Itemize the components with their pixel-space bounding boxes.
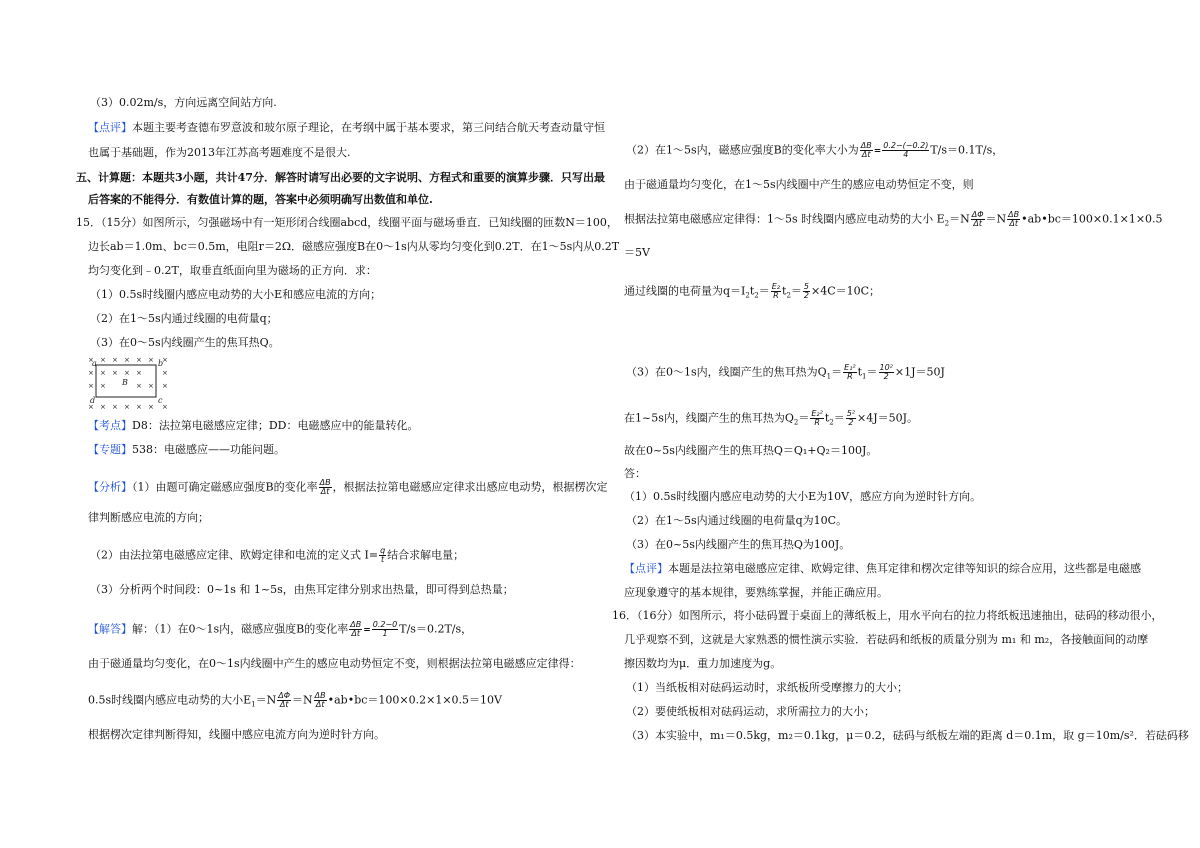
formula-e1sq-r: $\frac{\text{E₁²}}{R}$ xyxy=(844,363,856,381)
field-label-b: B xyxy=(122,378,128,387)
svg-text:×: × xyxy=(88,369,94,377)
svg-text:×: × xyxy=(148,356,154,364)
topic-tag: 【考点】 xyxy=(88,419,132,432)
text-line: （2）在1～5s内通过线圈的电荷量q为10C。 xyxy=(626,514,848,527)
svg-text:×: × xyxy=(162,382,168,390)
topic-line: 【考点】D8：法拉第电磁感应定律；DD：电磁感应中的能量转化。 xyxy=(88,419,419,432)
solution-line: 【解答】解：（1）在0～1s内，磁感应强度B的变化率 $\frac{\Delta B}{\Delta t}$ = $\frac{0.2-0}{1}$ T/s＝0.2T/s， xyxy=(88,620,473,638)
svg-text:×: × xyxy=(100,382,106,390)
analysis-tag: 【分析】 xyxy=(88,480,132,494)
text-line: （3）在0~5s内线圈产生的焦耳热Q为100J。 xyxy=(626,538,851,551)
formula-e2-r: $\frac{\text{E₂}}{R}$ xyxy=(771,282,781,300)
text-line: ＝5V xyxy=(624,246,650,259)
formula-dB-dt: $\frac{\Delta B}{\Delta t}$ xyxy=(319,478,331,496)
text-line: （3）在0～1s内，线圈产生的焦耳热为$Q_1=$ $\frac{\text{E₁²}}{R}$ $t_1=$ $\frac{\text{10²}}{2}$ ×1J＝50J xyxy=(626,363,945,381)
section-heading-cont: 后答案的不能得分．有数值计算的题，答案中必须明确写出数值和单位. xyxy=(88,193,433,206)
svg-text:×: × xyxy=(148,403,154,411)
svg-text:×: × xyxy=(136,369,142,377)
formula-e2sq-r: $\frac{\text{E₂²}}{R}$ xyxy=(811,409,823,427)
text-line: （1）当纸板相对砝码运动时，求纸板所受摩擦力的大小； xyxy=(626,681,908,694)
corner-label-c: c xyxy=(158,396,163,405)
analysis-line: 【分析】（1）由题可确定磁感应强度B的变化率 $\frac{\Delta B}{\Delta t}$ ，根据法拉第电磁感应定律求出感应电动势，根据楞次定 xyxy=(88,478,608,496)
text-line: 0.5s时线圈内感应电动势的大小$E_1=N$ $\frac{\Delta\Phi}{\Delta t}$ ＝N $\frac{\Delta B}{\Delta t}$ •ab•bc＝100×0.2×1×0.5＝10V xyxy=(88,691,502,709)
text-line: 几乎观察不到，这就是大家熟悉的惯性演示实验．若砝码和纸板的质量分别为 m₁ 和 m₂，各接触面间的动摩 xyxy=(624,633,1149,646)
text-line: 在1~5s内，线圈产生的焦耳热为$Q_2=$ $\frac{\text{E₂²}}{R}$ $t_2=$ $\frac{\text{5²}}{2}$ ×4J＝50J。 xyxy=(624,409,919,427)
corner-label-b: b xyxy=(158,359,164,368)
formula-dB-dt: $\frac{\Delta B}{\Delta t}$ xyxy=(860,141,872,159)
special-line: 【专题】538：电磁感应——功能问题。 xyxy=(88,443,285,456)
text-line: （1）0.5s时线圈内感应电动势的大小E和感应电流的方向； xyxy=(90,288,382,301)
svg-text:×: × xyxy=(124,403,130,411)
svg-text:×: × xyxy=(88,403,94,411)
svg-text:×: × xyxy=(100,356,106,364)
formula-5sq-2: $\frac{\text{5²}}{2}$ xyxy=(846,409,856,427)
text-line: 擦因数均为μ．重力加速度为g。 xyxy=(624,657,782,670)
text-line: （2）由法拉第电磁感应定律、欧姆定律和电流的定义式 I= $\frac{q}{t}$ 结合求解电量； xyxy=(90,546,465,564)
formula-dB-dt: $\frac{\Delta B}{\Delta t}$ xyxy=(1008,210,1020,228)
svg-text:×: × xyxy=(100,403,106,411)
formula-rate-value: $\frac{0.2-(-0.2)}{4}$ xyxy=(883,141,929,159)
svg-text:×: × xyxy=(162,369,168,377)
formula-5-2: $\frac{5}{2}$ xyxy=(803,282,809,300)
formula-dphi-dt: $\frac{\Delta\Phi}{\Delta t}$ xyxy=(278,691,291,709)
svg-text:×: × xyxy=(124,356,130,364)
svg-text:×: × xyxy=(162,356,168,364)
comment-line: 【点评】本题主要考查德布罗意波和玻尔原子理论，在考纲中属于基本要求，第三问结合航天考查动量守恒 xyxy=(88,121,605,134)
text-line: 故在0~5s内线圈产生的焦耳热Q＝Q₁+Q₂＝100J。 xyxy=(624,444,878,457)
question-15-line: 15．（15分）如图所示，匀强磁场中有一矩形闭合线圈abcd，线圈平面与磁场垂直．已知线圈的匝数N＝100， xyxy=(76,216,618,229)
svg-text:×: × xyxy=(162,403,168,411)
formula-dB-dt: $\frac{\Delta B}{\Delta t}$ xyxy=(350,620,362,638)
special-tag: 【专题】 xyxy=(88,443,132,456)
svg-text:×: × xyxy=(112,403,118,411)
svg-text:×: × xyxy=(88,356,94,364)
svg-text:×: × xyxy=(100,369,106,377)
svg-text:×: × xyxy=(124,369,130,377)
comment-tag: 【点评】 xyxy=(88,121,132,134)
svg-text:×: × xyxy=(112,369,118,377)
svg-text:×: × xyxy=(88,382,94,390)
svg-text:×: × xyxy=(136,382,142,390)
text-line: 通过线圈的电荷量为$q=I_2t_2=$ $\frac{\text{E₂}}{R}$ $t_2=$ $\frac{5}{2}$ ×4C＝10C； xyxy=(624,282,881,300)
svg-text:×: × xyxy=(136,356,142,364)
question-16-line: 16．（16分）如图所示，将小砝码置于桌面上的薄纸板上，用水平向右的拉力将纸板迅速抽出，砝码的移动很小， xyxy=(612,609,1163,622)
text-line: 也属于基础题，作为2013年江苏高考题难度不是很大. xyxy=(88,146,351,159)
text-line: 律判断感应电流的方向； xyxy=(88,511,209,524)
formula-10sq-2: $\frac{\text{10²}}{2}$ xyxy=(879,363,893,381)
text-line: 应现象遵守的基本规律，要熟练掌握，并能正确应用。 xyxy=(624,586,888,599)
text-line: 均匀变化到﹣0.2T，取垂直纸面向里为磁场的正方向．求： xyxy=(88,264,377,277)
svg-text:×: × xyxy=(112,356,118,364)
text-line: 由于磁通量均匀变化，在1～5s内线圈中产生的感应电动势恒定不变，则 xyxy=(624,178,974,191)
svg-text:×: × xyxy=(148,382,154,390)
formula-dB-dt: $\frac{\Delta B}{\Delta t}$ xyxy=(314,691,326,709)
text-line: 根据法拉第电磁感应定律得：1～5s 时线圈内感应电动势的大小 $E_2=N$ $\frac{\Delta\Phi}{\Delta t}$ ＝N $\frac{\Delta B}{\Delta t}$ •ab•bc＝100×0.1×1×0.5 xyxy=(624,210,1163,228)
text-line: （2）在1～5s内通过线圈的电荷量q； xyxy=(90,312,278,325)
comment-tag: 【点评】 xyxy=(624,562,668,575)
text-line: （2）要使纸板相对砝码运动，求所需拉力的大小； xyxy=(626,705,875,718)
text-line: （3）在0～5s内线圈产生的焦耳热Q。 xyxy=(90,336,280,349)
formula-rate-value: $\frac{0.2-0}{1}$ xyxy=(372,620,398,638)
corner-label-d: d xyxy=(90,396,96,405)
formula-q-t: $\frac{q}{t}$ xyxy=(380,546,386,564)
text-line: （1）0.5s时线圈内感应电动势的大小E为10V，感应方向为逆时针方向。 xyxy=(624,490,982,503)
text-line: （3）分析两个时间段：0~1s 和 1~5s，由焦耳定律分别求出热量，即可得到总热量； xyxy=(90,583,514,596)
text-line: （3）本实验中，m₁＝0.5kg，m₂＝0.1kg，μ＝0.2，砝码与纸板左端的距离 d＝0.1m，取 g＝10m/s²．若砝码移 xyxy=(626,729,1189,742)
text-line: （3）0.02m/s，方向远离空间站方向. xyxy=(90,96,277,109)
coil-diagram xyxy=(86,355,172,411)
solution-tag: 【解答】 xyxy=(88,622,132,636)
svg-text:×: × xyxy=(136,403,142,411)
text-line: （2）在1～5s内，磁感应强度B的变化率大小为 $\frac{\Delta B}{\Delta t}$ = $\frac{0.2-(-0.2)}{4}$ T/s＝0.1T/s， xyxy=(626,141,1004,159)
section-heading: 五、计算题：本题共3小题，共计47分．解答时请写出必要的文字说明、方程式和重要的演算步骤．只写出最 xyxy=(76,171,605,184)
text-line: 边长ab＝1.0m、bc＝0.5m，电阻r＝2Ω．磁感应强度B在0～1s内从零均匀变化到0.2T．在1～5s内从0.2T xyxy=(88,240,620,253)
formula-dphi-dt: $\frac{\Delta\Phi}{\Delta t}$ xyxy=(971,210,984,228)
text-line: 根据楞次定律判断得知，线圈中感应电流方向为逆时针方向。 xyxy=(88,728,385,741)
text-line: 由于磁通量均匀变化，在0～1s内线圈中产生的感应电动势恒定不变，则根据法拉第电磁感应定律得： xyxy=(88,657,581,670)
answer-label: 答： xyxy=(624,467,646,480)
corner-label-a: a xyxy=(92,359,97,368)
comment-line: 【点评】本题是法拉第电磁感应定律、欧姆定律、焦耳定律和楞次定律等知识的综合应用，这些都是电磁感 xyxy=(624,562,1141,575)
